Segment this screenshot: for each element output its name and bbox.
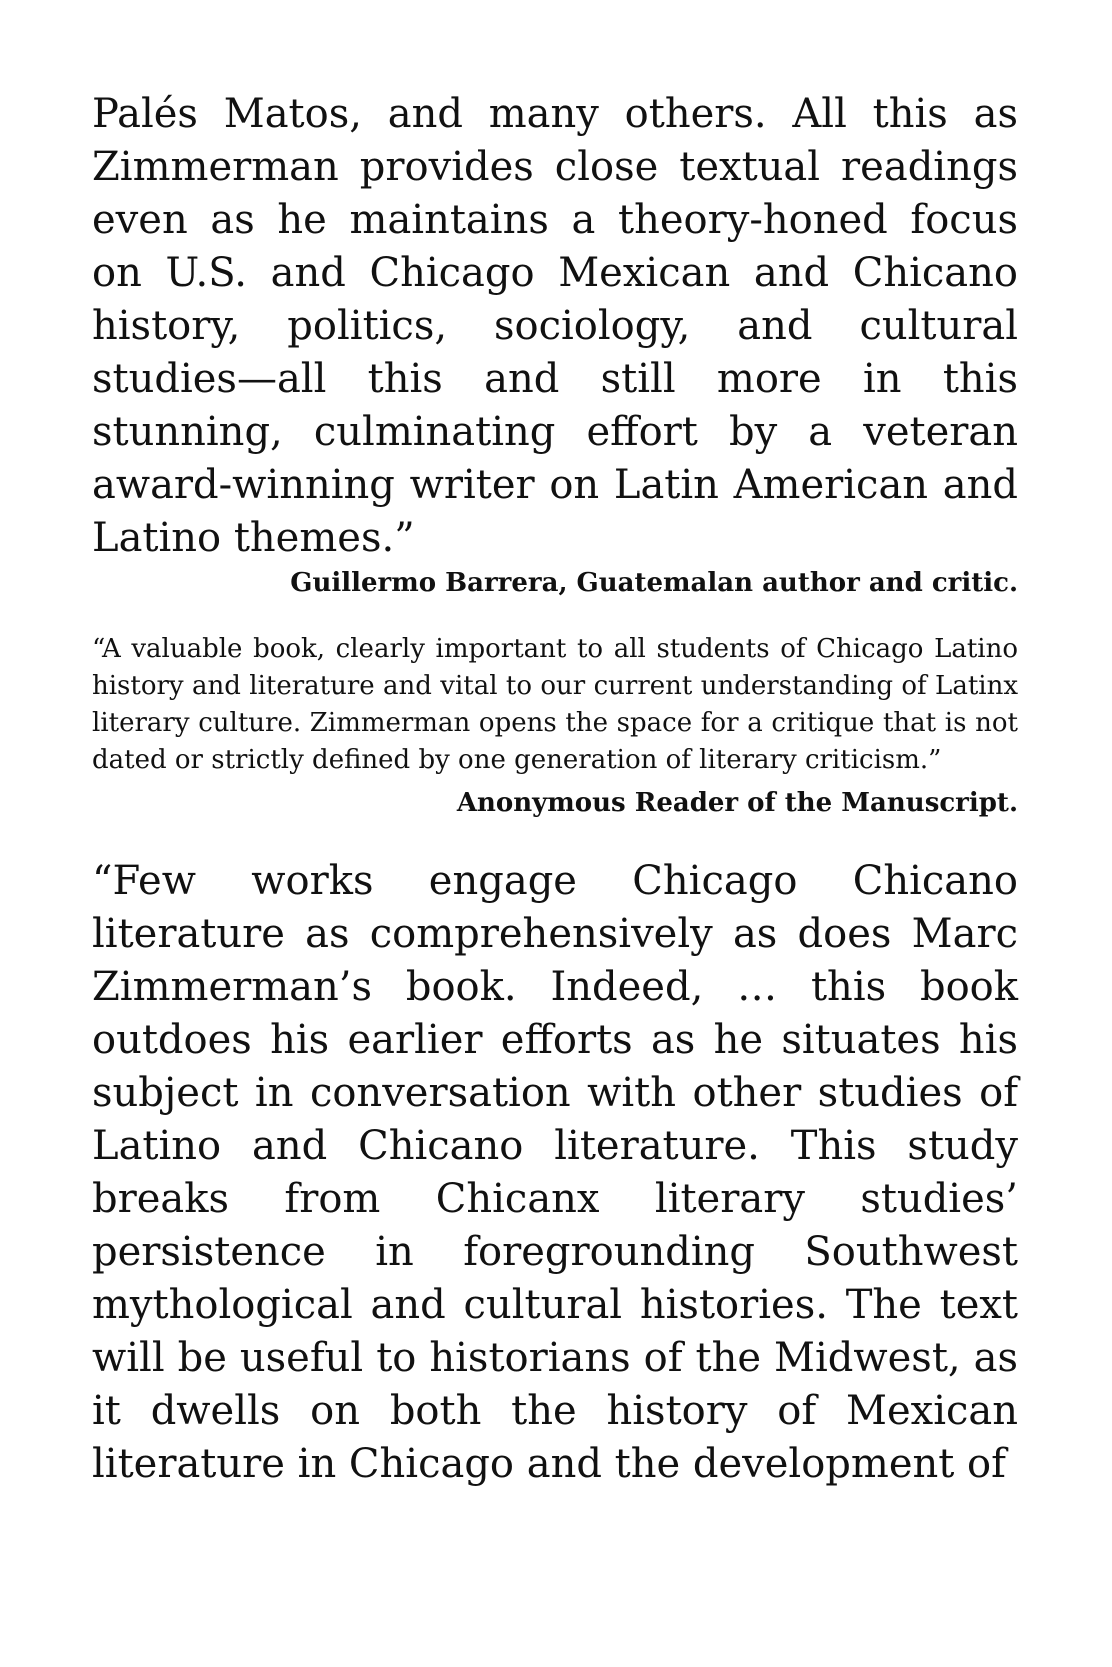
quote-attribution: Anonymous Reader of the Manuscript. [456,788,1018,818]
quote-text: “A valuable book, clearly important to all students of Chicago Latino history and literature and vital to our current understanding of Latinx literary culture. Zimmerman opens the space for a critique that is not dated or strictly defined by one generation of literary criticism.” [92,634,1018,775]
book-page [92,88,1018,1491]
quote-text: “Few works engage Chicago Chicano literature as comprehensively as does Marc Zimmerman’s book. Indeed, … this book outdoes his earlier efforts as he situates his subject in conversation with other studies of Latino and Chicano literature. This study breaks from Chicanx literary studies’ persistence in foregrounding Southwest mythological and cultural histories. The text will be useful to historians of the Midwest, as it dwells on both the history of Mexican literature in Chicago and the development of [92,858,1018,1487]
quote-text-continued: Palés Matos, and many others. All this as Zimmerman provides close textual readings even as he maintains a theory-honed focus on U.S. and Chicago Mexican and Chicano history, politics, sociology, and cultural studies—all this and still more in this stunning, culminating effort by a veteran award-winning writer on Latin American and Latino themes.” [92,91,1018,561]
quote-attribution: Guillermo Barrera, Guatemalan author and critic. [290,568,1018,598]
